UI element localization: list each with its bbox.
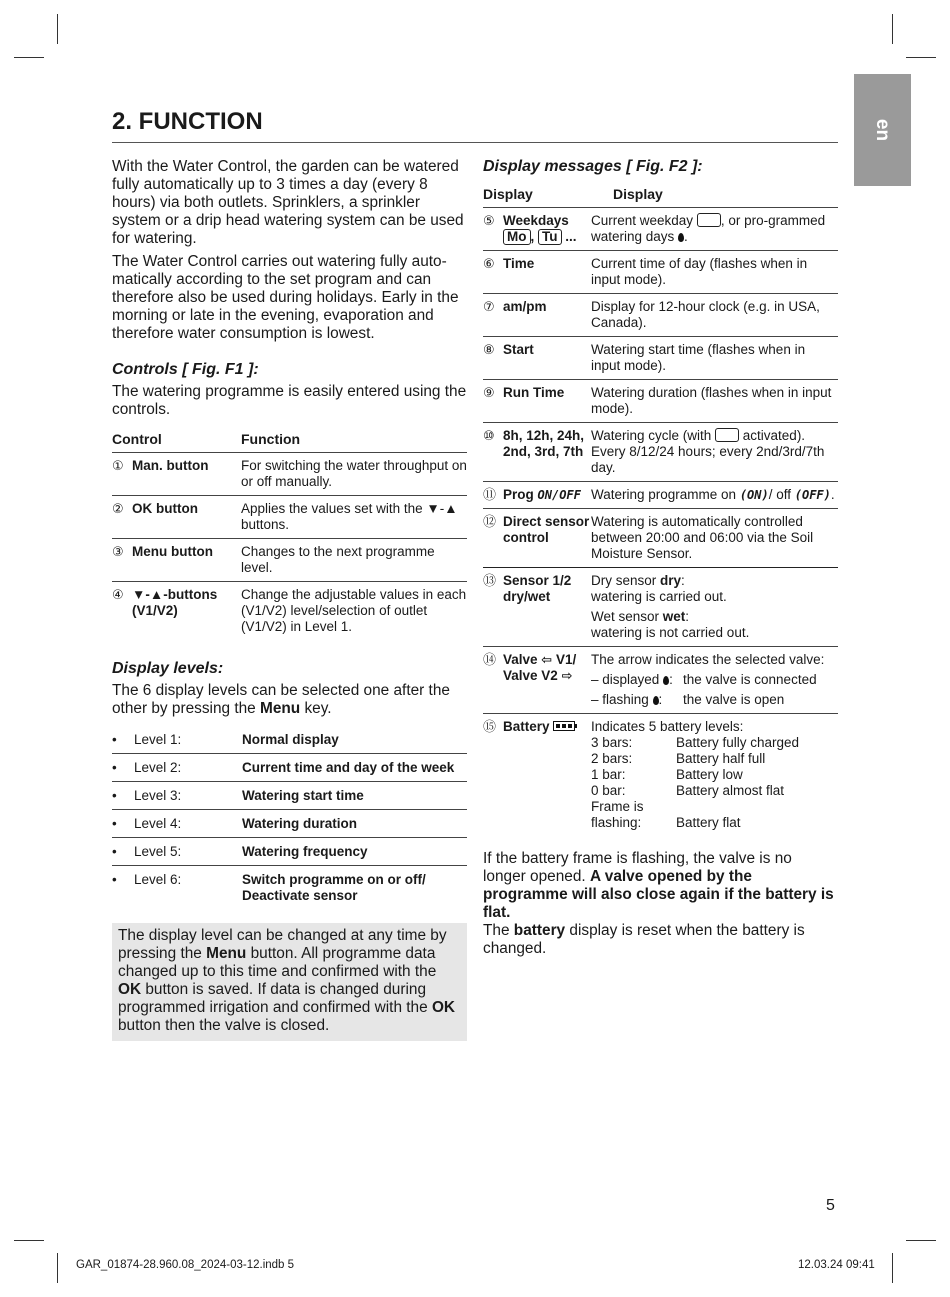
crop-mark: [892, 1253, 893, 1283]
bullet: •: [112, 732, 117, 747]
footer-timestamp: 12.03.24 09:41: [798, 1259, 875, 1271]
crop-mark: [906, 57, 936, 58]
table-row: [483, 251, 838, 294]
battery-note-emphasis: battery: [513, 922, 566, 939]
note-box: [112, 923, 467, 1041]
display-name-text: Valve V2: [503, 668, 562, 683]
battery-note-emphasis: A valve opened by the programme will also close again if the battery is flat.: [483, 868, 834, 921]
list-item: [112, 838, 467, 866]
fn-keyword: wet: [662, 609, 686, 624]
fn-text: .: [830, 487, 835, 502]
battery-level-row: [591, 767, 838, 783]
display-name: am/pm: [503, 299, 547, 314]
display-name-text: V1/: [552, 652, 577, 667]
level-label: Level 4:: [134, 816, 182, 831]
row-number: ⑮: [483, 719, 497, 734]
display-name-text: Prog: [503, 487, 538, 502]
note-key: OK: [118, 981, 142, 998]
display-function: [591, 213, 838, 245]
cycle-frame-icon: [715, 428, 739, 442]
controls-table-header: [112, 431, 467, 453]
note-text: button is saved. If data is changed during programmed irrigation and confirmed with the: [118, 981, 432, 1016]
control-function: Change the adjustable values in each (V1/V2) level/selection of outlet (V1/V2) in Level 1.: [241, 587, 467, 634]
battery-note-text: If the battery frame is flashing, the valve is no longer opened.: [483, 850, 792, 885]
table-row: [112, 496, 467, 539]
levels-intro-key: Menu: [260, 700, 301, 717]
display-name: Direct sensor control: [503, 514, 590, 545]
fn-text: the valve is connected: [683, 672, 817, 687]
fn-text: Indicates 5 battery levels:: [591, 719, 744, 734]
row-number: ⑨: [483, 385, 495, 400]
display-name: [503, 719, 591, 831]
battery-level-value: Battery almost flat: [676, 783, 785, 798]
controls-table: [112, 431, 467, 640]
fn-text: watering is carried out.: [591, 589, 727, 604]
header-control: Control: [112, 431, 162, 447]
battery-level-value: Battery flat: [676, 815, 741, 830]
level-label: Level 5:: [134, 844, 182, 859]
table-row: [112, 453, 467, 496]
section-heading: 2. FUNCTION: [112, 108, 838, 143]
level-value: Current time and day of the week: [242, 760, 455, 775]
battery-note: [483, 850, 838, 958]
control-name: ▼-▲-buttons (V1/V2): [132, 587, 218, 618]
row-number: ⑫: [483, 514, 497, 529]
weekday-mo-box: Mo: [503, 229, 531, 245]
display-function: [591, 573, 838, 641]
list-item: [112, 866, 467, 909]
fn-text: Watering programme on: [591, 487, 740, 502]
fn-text: Watering cycle (with: [591, 428, 716, 443]
table-row: [483, 380, 838, 423]
note-key: OK: [431, 999, 456, 1016]
display-function: Watering duration (flashes when in input mode).: [591, 385, 832, 416]
fn-text: :: [685, 609, 690, 624]
bullet: •: [112, 760, 117, 775]
level-label: Level 6:: [134, 872, 182, 887]
battery-level-row: [591, 783, 838, 799]
display-name: Start: [503, 342, 534, 357]
control-name: Menu button: [132, 544, 213, 559]
display-function: [591, 719, 838, 831]
fn-text: .: [684, 229, 688, 244]
fn-text: , or pro-grammed watering days: [591, 213, 826, 244]
list-item: [112, 810, 467, 838]
fn-text: :: [669, 672, 673, 687]
level-value: Watering duration: [242, 816, 357, 831]
row-number: ③: [112, 544, 124, 559]
control-name: Man. button: [132, 458, 209, 473]
header-function: Function: [241, 431, 301, 447]
list-item: [112, 782, 467, 810]
bullet: •: [112, 872, 117, 887]
battery-level-row: [591, 751, 838, 767]
display-function: Watering is automatically controlled between 20:00 and 06:00 via the Soil Moisture Sensor.: [591, 514, 814, 561]
levels-intro-text: key.: [300, 700, 332, 717]
weekday-frame-icon: [697, 213, 721, 227]
battery-level-row: [591, 735, 838, 751]
language-tab-label: en: [872, 118, 894, 142]
display-name: Run Time: [503, 385, 565, 400]
battery-level-value: Battery low: [676, 767, 743, 782]
crop-mark: [57, 1253, 58, 1283]
battery-level-key: flashing:: [591, 815, 642, 830]
controls-intro: The watering programme is easily entered using the controls.: [112, 383, 467, 418]
segment-on-off: ON/OFF: [537, 488, 581, 502]
battery-level-key: 1 bar:: [591, 767, 626, 782]
battery-note-text: display is reset when the battery is changed.: [483, 922, 805, 957]
crop-mark: [57, 14, 58, 44]
display-name: Sensor 1/2 dry/wet: [503, 573, 572, 604]
display-function: [591, 652, 838, 708]
table-row: [483, 714, 838, 836]
table-row: [483, 208, 838, 251]
intro-paragraph-1: With the Water Control, the garden can be watered fully automatically up to 3 times a day (every 8 hours) via both outlets. Sprinklers, a sprinkler system or a drip head watering system can be used for watering.: [112, 158, 464, 247]
bullet: •: [112, 788, 117, 803]
control-function: Changes to the next programme level.: [241, 544, 435, 575]
battery-level-key: 3 bars:: [591, 735, 633, 750]
display-name: 8h, 12h, 24h, 2nd, 3rd, 7th: [503, 428, 585, 459]
table-row: [112, 582, 467, 640]
crop-mark: [906, 1240, 936, 1241]
right-column: [483, 158, 838, 963]
level-value: Switch programme on or off/ Deactivate sensor: [242, 872, 426, 903]
fn-text: Current weekday: [591, 213, 697, 228]
display-table-header: [483, 186, 838, 208]
battery-level-row: [591, 799, 838, 815]
language-tab: [854, 74, 911, 186]
display-name: Time: [503, 256, 535, 271]
crop-mark: [892, 14, 893, 44]
segment-on: (ON): [739, 488, 769, 502]
display-function: Display for 12-hour clock (e.g. in USA, Canada).: [591, 299, 820, 330]
row-number: ①: [112, 458, 124, 473]
battery-level-key: 0 bar:: [591, 783, 626, 798]
control-function: For switching the water throughput on or off manually.: [241, 458, 467, 489]
battery-level-row: [591, 815, 838, 831]
display-name-text: Valve: [503, 652, 542, 667]
fn-text: :: [681, 573, 685, 588]
display-function: Current time of day (flashes when in input mode).: [591, 256, 808, 287]
arrow-left-icon: ⇦: [541, 652, 553, 667]
display-name: Weekdays Mo , Tu ...: [503, 213, 577, 244]
battery-level-key: 2 bars:: [591, 751, 633, 766]
fn-keyword: dry: [660, 573, 682, 588]
display-function: [591, 487, 838, 503]
list-item: [112, 726, 467, 754]
left-column: [112, 158, 467, 1041]
level-value: Normal display: [242, 732, 339, 747]
arrow-right-icon: ⇨: [561, 668, 573, 683]
control-function: Applies the values set with the ▼-▲ buttons.: [241, 501, 458, 532]
fn-text: – displayed: [591, 672, 664, 687]
row-number: ⑥: [483, 256, 495, 271]
row-number: ⑤: [483, 213, 495, 228]
table-row: [483, 294, 838, 337]
level-label: Level 2:: [134, 760, 182, 775]
fn-text: activated). Every 8/12/24 hours; every 2nd/3rd/7th day.: [591, 428, 825, 475]
row-number: ⑩: [483, 428, 495, 443]
fn-text: Wet sensor: [591, 609, 663, 624]
controls-title: Controls [ Fig. F1 ]:: [112, 361, 259, 378]
battery-icon: [553, 721, 575, 731]
header-display: Display: [483, 186, 533, 202]
display-function: Watering start time (flashes when in input mode).: [591, 342, 806, 373]
note-text: The display level can be changed at any time by pressing the: [118, 927, 447, 962]
display-messages-title: Display messages [ Fig. F2 ]:: [483, 158, 703, 175]
page-number: 5: [826, 1197, 835, 1214]
bullet: •: [112, 844, 117, 859]
segment-off: (OFF): [794, 488, 831, 502]
table-row: [483, 647, 838, 714]
row-number: ⑬: [483, 573, 497, 588]
intro-paragraph-2: The Water Control carries out watering fully auto-matically according to the set program and can therefore also be used during holidays. Early in the morning or late in the evening, evaporation and therefore water consumption is lowest.: [112, 253, 459, 342]
crop-mark: [14, 1240, 44, 1241]
level-label: Level 3:: [134, 788, 182, 803]
ellipsis: ...: [561, 229, 577, 244]
fn-text: The arrow indicates the selected valve:: [591, 652, 825, 667]
levels-intro: [112, 682, 467, 718]
level-label: Level 1:: [134, 732, 182, 747]
weekday-tu-box: Tu: [538, 229, 562, 245]
note-key: Menu: [206, 945, 247, 962]
display-name-text: Weekdays: [503, 213, 569, 228]
control-name: OK button: [132, 501, 198, 516]
levels-list: [112, 726, 467, 909]
display-name: [503, 487, 591, 503]
note-text: button then the valve is closed.: [118, 1017, 330, 1034]
crop-mark: [14, 57, 44, 58]
note-text: button. All programme data changed up to this time and confirmed with the: [118, 945, 437, 980]
fn-text: – flashing: [591, 692, 653, 707]
table-row: [483, 423, 838, 482]
fn-text: :: [658, 692, 663, 707]
table-row: [483, 482, 838, 509]
table-row: [483, 509, 838, 568]
row-number: ④: [112, 587, 124, 602]
row-number: ⑪: [483, 487, 497, 502]
row-number: ⑦: [483, 299, 495, 314]
battery-level-value: Battery half full: [676, 751, 766, 766]
display-name: [503, 652, 591, 708]
fn-text: / off: [768, 487, 795, 502]
level-value: Watering frequency: [242, 844, 368, 859]
row-number: ⑭: [483, 652, 497, 667]
levels-title: Display levels:: [112, 660, 224, 677]
fn-text: Dry sensor: [591, 573, 661, 588]
fn-text: the valve is open: [683, 692, 785, 707]
display-name-text: Battery: [503, 719, 554, 734]
levels-intro-text: The 6 display levels can be selected one after the other by pressing the: [112, 682, 450, 717]
table-row: [112, 539, 467, 582]
battery-level-value: Battery fully charged: [676, 735, 800, 750]
footer-file-info: GAR_01874-28.960.08_2024-03-12.indb 5: [76, 1259, 295, 1271]
bullet: •: [112, 816, 117, 831]
row-number: ⑧: [483, 342, 495, 357]
row-number: ②: [112, 501, 124, 516]
list-item: [112, 754, 467, 782]
table-row: [483, 337, 838, 380]
fn-text: watering is not carried out.: [591, 625, 750, 640]
table-row: [483, 568, 838, 647]
battery-note-text: The: [483, 922, 514, 939]
level-value: Watering start time: [242, 788, 364, 803]
header-display-desc: Display: [613, 186, 663, 202]
battery-level-key: Frame is: [591, 799, 644, 814]
display-function: [591, 428, 838, 476]
